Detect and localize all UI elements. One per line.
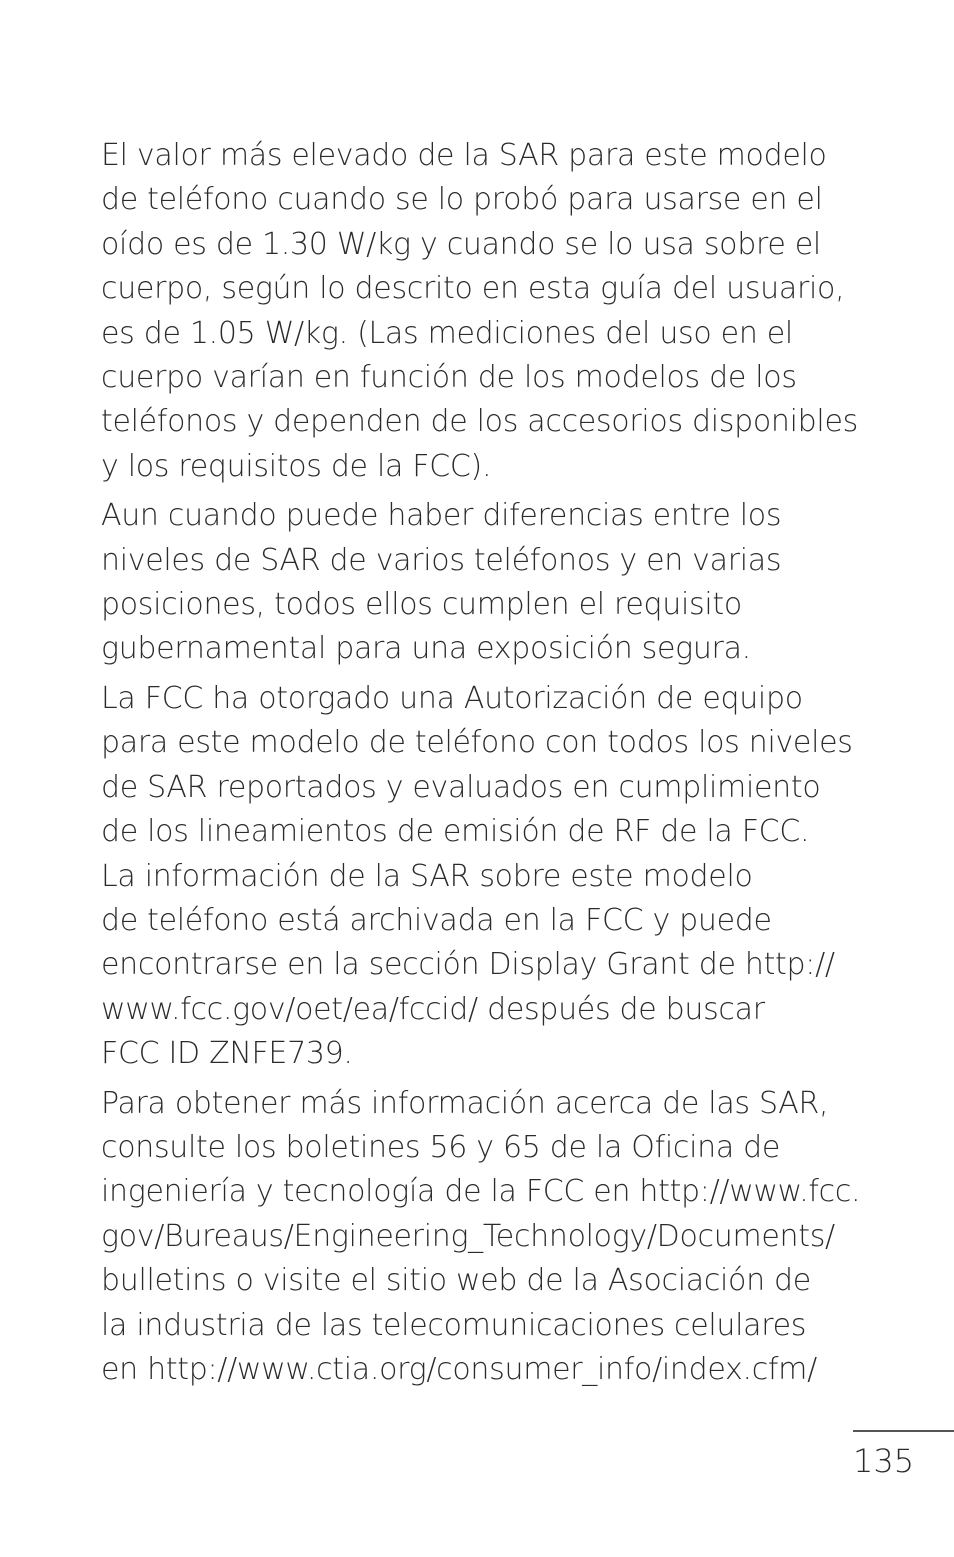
text-line: de los lineamientos de emisión de RF de la FCC.: [101, 814, 810, 850]
text-line: FCC ID ZNFE739.: [101, 1036, 353, 1072]
text-line: de teléfono cuando se lo probó para usarse en el: [101, 182, 823, 218]
text-line: www.fcc.gov/oet/ea/fccid/ después de buscar: [101, 991, 765, 1027]
text-line: niveles de SAR de varios teléfonos y en varias: [101, 542, 782, 578]
text-line: ingeniería y tecnología de la FCC en http://www.fcc.: [101, 1174, 861, 1210]
text-line: La información de la SAR sobre este modelo: [101, 858, 753, 894]
text-line: El valor más elevado de la SAR para este modelo: [101, 138, 827, 173]
page-content: [101, 134, 881, 1397]
text-line: La FCC ha otorgado una Autorización de equipo: [101, 680, 803, 716]
text-line: consulte los boletines 56 y 65 de la Oficina de: [101, 1129, 781, 1165]
text-line: Aun cuando puede haber diferencias entre los: [101, 498, 782, 534]
text-line: bulletins o visite el sitio web de la Asociación de: [101, 1263, 811, 1299]
paragraph-sar-values: [101, 134, 881, 489]
page-number: 135: [853, 1442, 915, 1480]
text-line: cuerpo, según lo descrito en esta guía del usuario,: [101, 271, 845, 307]
paragraph-sar-differences: [101, 494, 881, 672]
text-line: Para obtener más información acerca de las SAR,: [101, 1085, 829, 1121]
text-line: y los requisitos de la FCC).: [101, 448, 492, 484]
text-line: cuerpo varían en función de los modelos de los: [101, 360, 797, 396]
paragraph-more-info: [101, 1082, 881, 1393]
text-line: gubernamental para una exposición segura.: [101, 631, 751, 667]
text-line: de teléfono está archivada en la FCC y puede: [101, 902, 772, 938]
text-line: de SAR reportados y evaluados en cumplimiento: [101, 769, 821, 805]
text-line: gov/Bureaus/Engineering_Technology/Documents/: [101, 1218, 835, 1254]
text-line: en http://www.ctia.org/consumer_info/index.cfm/: [101, 1351, 817, 1387]
text-line: posiciones, todos ellos cumplen el requisito: [101, 587, 742, 623]
text-line: encontrarse en la sección Display Grant de http://: [101, 947, 835, 983]
text-line: es de 1.05 W/kg. (Las mediciones del uso en el: [101, 315, 793, 351]
text-line: para este modelo de teléfono con todos los niveles: [101, 725, 853, 761]
text-line: la industria de las telecomunicaciones celulares: [101, 1307, 807, 1343]
footer-rule: [853, 1430, 954, 1432]
text-line: oído es de 1.30 W/kg y cuando se lo usa sobre el: [101, 226, 821, 262]
text-line: teléfonos y dependen de los accesorios disponibles: [101, 404, 858, 440]
paragraph-fcc-authorization: [101, 677, 881, 1077]
